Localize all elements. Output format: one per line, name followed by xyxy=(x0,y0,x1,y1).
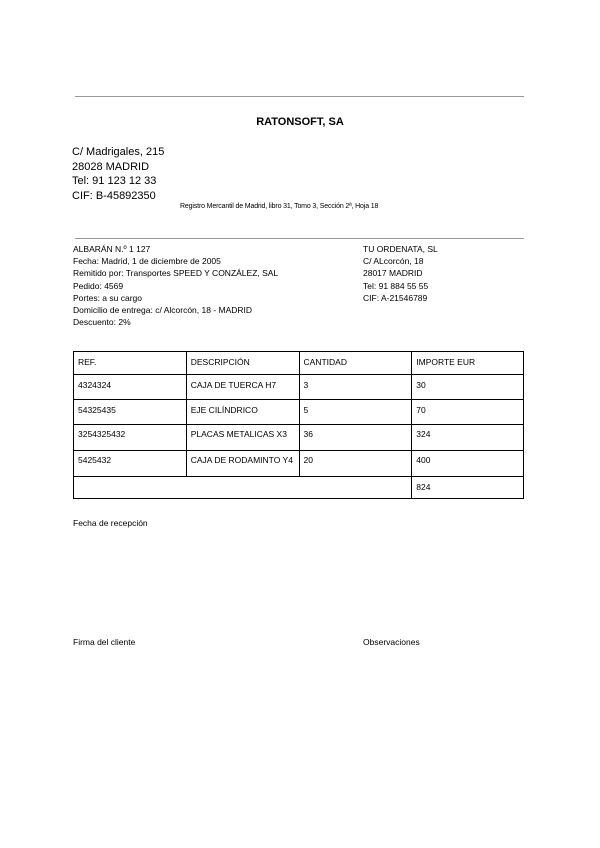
total-label-cell xyxy=(74,477,412,499)
total-amount: 824 xyxy=(412,477,524,499)
albaran-number: ALBARÁN N.º 1 127 xyxy=(73,244,151,254)
cell-description: PLACAS METALICAS X3 xyxy=(186,425,299,451)
fecha-recepcion-label: Fecha de recepción xyxy=(73,518,148,528)
registro-mercantil: Registro Mercantil de Madrid, libro 31, Tomo 3, Sección 2ª, Hoja 18 xyxy=(180,203,379,210)
address-phone: Tel: 91 123 12 33 xyxy=(72,175,157,187)
client-phone: Tel: 91 884 55 55 xyxy=(363,280,429,291)
cell-quantity: 36 xyxy=(299,425,412,451)
albaran-date: Fecha: Madrid, 1 de diciembre de 2005 xyxy=(73,256,221,267)
items-table xyxy=(73,351,524,499)
cell-amount: 30 xyxy=(412,375,524,400)
table-row xyxy=(74,375,524,400)
cell-ref: 54325435 xyxy=(74,400,187,425)
cell-description: CAJA DE TUERCA H7 xyxy=(186,375,299,400)
client-city: 28017 MADRID xyxy=(363,268,423,279)
cell-ref: 5425432 xyxy=(74,451,187,477)
company-address xyxy=(72,145,164,203)
cell-quantity: 5 xyxy=(299,400,412,425)
middle-divider xyxy=(75,238,524,239)
client-name: TU ORDENATA, SL xyxy=(363,244,438,254)
observaciones-label: Observaciones xyxy=(363,637,420,647)
address-cif: CIF: B-45892350 xyxy=(72,189,156,202)
cell-ref: 4324324 xyxy=(74,375,187,400)
header-quantity: CANTIDAD xyxy=(299,352,412,375)
albaran-info xyxy=(73,243,278,328)
cell-description: EJE CILÍNDRICO xyxy=(186,400,299,425)
table-header-row xyxy=(74,352,524,375)
cell-amount: 324 xyxy=(412,425,524,451)
cell-amount: 70 xyxy=(412,400,524,425)
cell-ref: 3254325432 xyxy=(74,425,187,451)
cell-amount: 400 xyxy=(412,451,524,477)
cell-quantity: 20 xyxy=(299,451,412,477)
table-row xyxy=(74,451,524,477)
top-divider xyxy=(75,96,524,97)
table-total-row xyxy=(74,477,524,499)
company-name: RATONSOFT, SA xyxy=(256,116,344,128)
client-cif: CIF: A-21546789 xyxy=(363,292,428,303)
header-description: DESCRIPCIÓN xyxy=(186,352,299,375)
cell-description: CAJA DE RODAMINTO Y4 xyxy=(186,451,299,477)
albaran-portes: Portes: a su cargo xyxy=(73,292,142,303)
table-row xyxy=(74,425,524,451)
cell-quantity: 3 xyxy=(299,375,412,400)
address-city: 28028 MADRID xyxy=(72,160,150,173)
header-ref: REF. xyxy=(74,352,187,375)
header-amount: IMPORTE EUR xyxy=(412,352,524,375)
albaran-order: Pedido: 4569 xyxy=(73,280,124,291)
table-row xyxy=(74,400,524,425)
firma-cliente-label: Firma del cliente xyxy=(73,637,136,647)
client-street: C/ ALcorcón, 18 xyxy=(363,256,424,267)
albaran-sender: Remitido por: Transportes SPEED Y CONZÁLEZ, SAL xyxy=(73,268,279,279)
albaran-discount: Descuento: 2% xyxy=(73,317,131,328)
address-street: C/ Madrigales, 215 xyxy=(72,146,165,158)
client-info xyxy=(363,243,438,304)
albaran-delivery: Domicilio de entrega: c/ Alcorcón, 18 - MADRID xyxy=(73,305,253,316)
